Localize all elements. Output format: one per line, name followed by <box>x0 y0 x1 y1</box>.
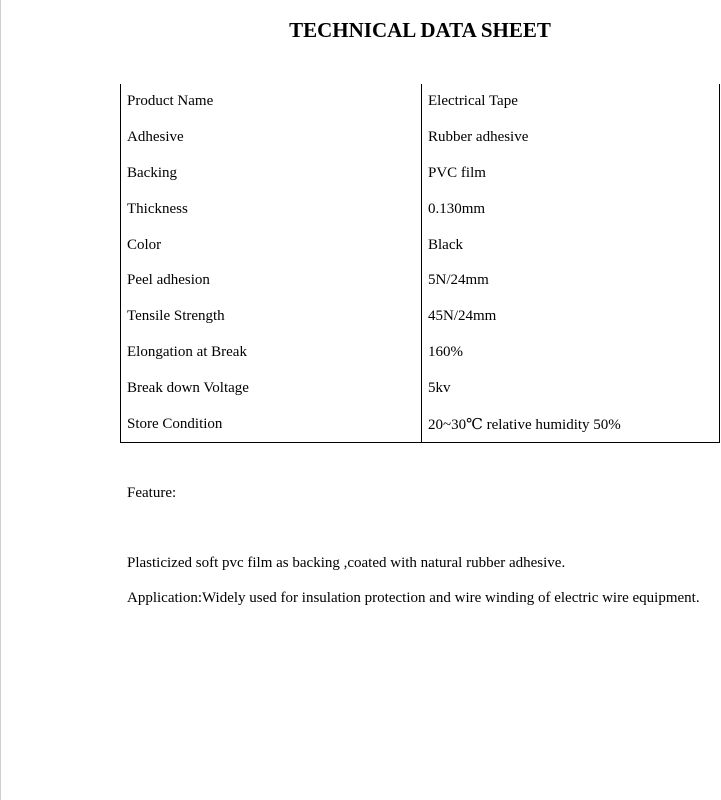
spec-label: Break down Voltage <box>121 370 422 406</box>
spec-value: 5kv <box>422 370 720 406</box>
table-row <box>121 156 720 192</box>
table-row <box>121 84 720 120</box>
spec-label: Elongation at Break <box>121 335 422 371</box>
table-row <box>121 227 720 263</box>
page-title: TECHNICAL DATA SHEET <box>289 18 551 42</box>
spec-value: Rubber adhesive <box>422 120 720 156</box>
spec-label: Store Condition <box>121 406 422 442</box>
spec-table <box>120 84 720 443</box>
feature-description: Plasticized soft pvc film as backing ,coated with natural rubber adhesive. <box>127 555 566 571</box>
spec-value: 20~30℃ relative humidity 50% <box>422 406 720 442</box>
table-row <box>121 370 720 406</box>
spec-value: Black <box>422 227 720 263</box>
spec-label: Thickness <box>121 191 422 227</box>
application-text: Application:Widely used for insulation protection and wire winding of electric wire equipment. <box>127 590 700 606</box>
spec-value: 45N/24mm <box>422 299 720 335</box>
table-row <box>121 335 720 371</box>
spec-value: Electrical Tape <box>422 84 720 120</box>
spec-value: 160% <box>422 335 720 371</box>
spec-label: Tensile Strength <box>121 299 422 335</box>
spec-label: Adhesive <box>121 120 422 156</box>
feature-heading: Feature: <box>127 485 177 501</box>
spec-value: 0.130mm <box>422 191 720 227</box>
spec-label: Peel adhesion <box>121 263 422 299</box>
table-row <box>121 191 720 227</box>
spec-label: Product Name <box>121 84 422 120</box>
spec-label: Color <box>121 227 422 263</box>
spec-value: 5N/24mm <box>422 263 720 299</box>
table-row <box>121 299 720 335</box>
table-row <box>121 263 720 299</box>
spec-value: PVC film <box>422 156 720 192</box>
page-edge <box>0 0 1 800</box>
table-row <box>121 120 720 156</box>
spec-label: Backing <box>121 156 422 192</box>
table-row <box>121 406 720 442</box>
